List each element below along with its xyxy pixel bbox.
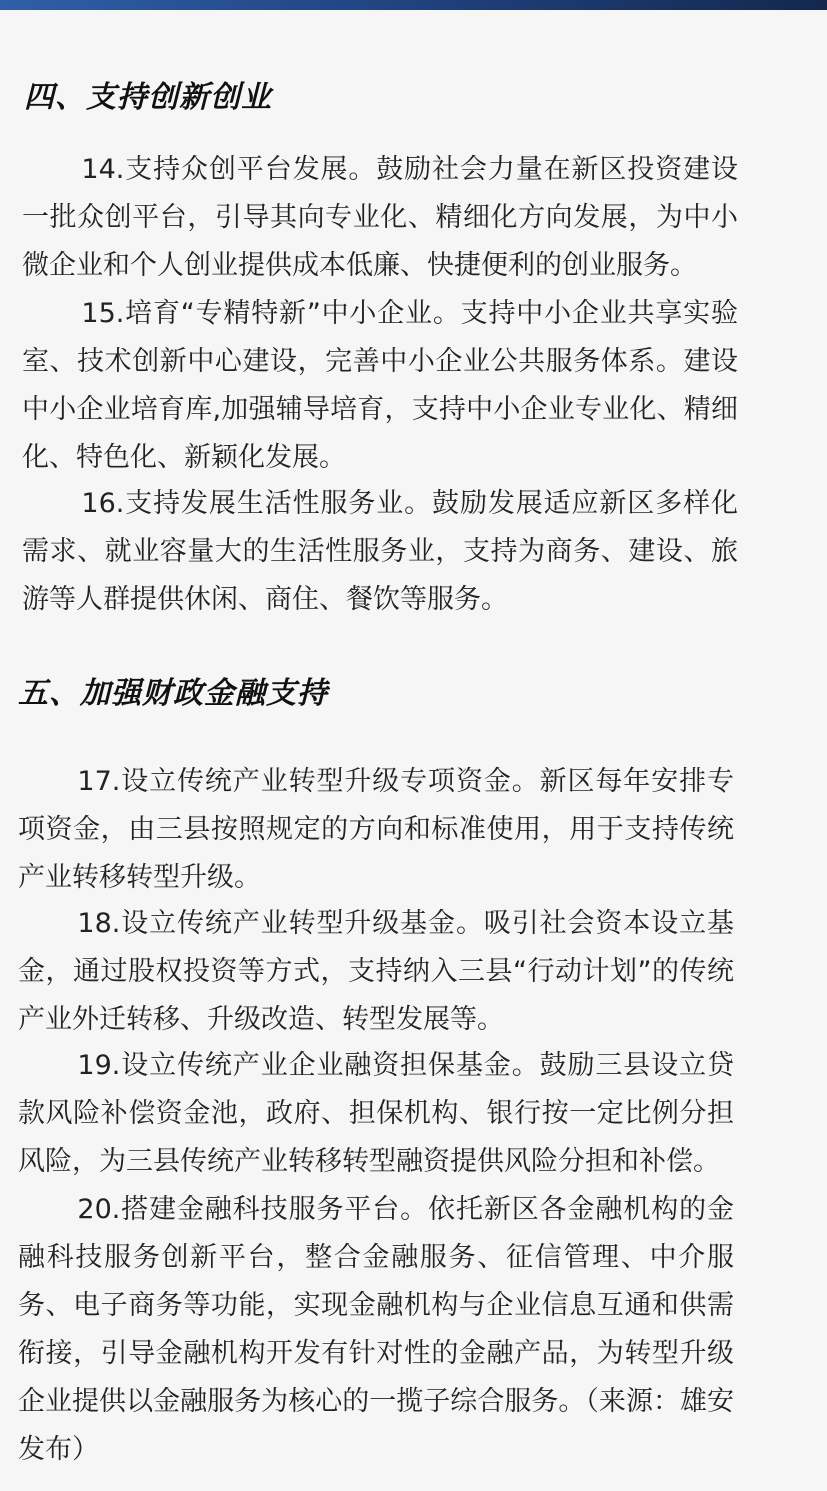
paragraph-17: 17.设立传统产业转型升级专项资金。新区每年安排专项资金，由三县按照规定的方向和标准使用，用于支持传统产业转移转型升级。 [18,766,734,893]
paragraph-20: 20.搭建金融科技服务平台。依托新区各金融机构的金融科技服务创新平台，整合金融服务、征信管理、中介服务、电子商务等功能，实现金融机构与企业信息互通和供需衔接，引导金融机构开发有针对性的金融产品，为转型升级企业提供以金融服务为核心的一揽子综合服务。（来源：雄安发布） [18,1194,734,1465]
section-heading-finance: 五、加强财政金融支持 [18,676,328,711]
paragraph-18: 18.设立传统产业转型升级基金。吸引社会资本设立基金，通过股权投资等方式，支持纳入三县“行动计划”的传统产业外迁转移、升级改造、转型发展等。 [18,908,734,1035]
section-heading-innovation: 四、支持创新创业 [24,80,272,115]
paragraph-14: 14.支持众创平台发展。鼓励社会力量在新区投资建设一批众创平台，引导其向专业化、精细化方向发展，为中小微企业和个人创业提供成本低廉、快捷便利的创业服务。 [22,154,738,281]
paragraph-15: 15.培育“专精特新”中小企业。支持中小企业共享实验室、技术创新中心建设，完善中小企业公共服务体系。建设中小企业培育库,加强辅导培育，支持中小企业专业化、精细化、特色化、新颖化发展。 [22,298,738,473]
paragraph-16: 16.支持发展生活性服务业。鼓励发展适应新区多样化需求、就业容量大的生活性服务业，支持为商务、建设、旅游等人群提供休闲、商住、餐饮等服务。 [22,488,738,615]
top-accent-bar [0,0,827,10]
paragraph-19: 19.设立传统产业企业融资担保基金。鼓励三县设立贷款风险补偿资金池，政府、担保机构、银行按一定比例分担风险，为三县传统产业转移转型融资提供风险分担和补偿。 [18,1050,734,1177]
